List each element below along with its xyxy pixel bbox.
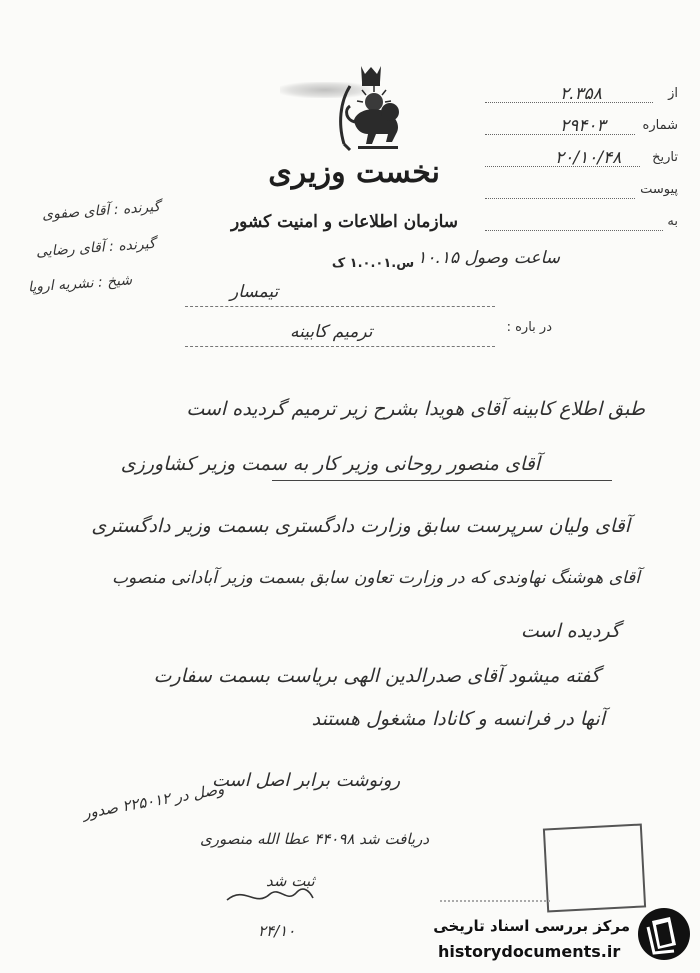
to-dotted-line xyxy=(485,230,663,231)
body-line-5: گردیده است xyxy=(520,620,620,642)
to-label: به xyxy=(667,214,678,229)
number-label: شماره xyxy=(642,118,678,133)
from-value: ۲.۳۵۸ xyxy=(560,84,602,104)
left-note-line-3: شیخ : نشریه اروپا xyxy=(27,272,133,296)
signature-line-1: دریافت شد ۴۴۰۹۸ عطا الله منصوری xyxy=(200,830,430,848)
recipient-line: تیمسار xyxy=(230,282,279,302)
body-line-2-underline xyxy=(272,480,612,481)
receipt-note: ساعت وصول ۱۰.۱۵ xyxy=(417,248,560,268)
faint-stamp-mark xyxy=(440,888,550,902)
date-note: ۲۴/۱۰ xyxy=(258,922,296,940)
body-line-4: آقای هوشنگ نهاوندی که در وزارت تعاون سابق بسمت وزیر آبادانی منصوب xyxy=(111,568,640,588)
left-note-line-2: گیرنده : آقای رضایی xyxy=(35,235,156,261)
attachment-label: پیوست xyxy=(640,182,678,197)
body-line-2: آقای منصور روحانی وزیر کار به سمت وزیر کشاورزی xyxy=(120,453,540,475)
from-label: از xyxy=(668,86,678,101)
subject-label: در باره : xyxy=(506,320,552,335)
watermark-url: historydocuments.ir xyxy=(438,942,621,961)
copy-note: رونوشت برابر اصل است xyxy=(212,770,401,791)
left-note-line-1: گیرنده : آقای صفوی xyxy=(41,198,161,224)
received-stamp xyxy=(543,823,646,912)
subject-dashed-line xyxy=(185,346,495,347)
recipient-dashed-line xyxy=(185,306,495,307)
subject-value: ترمیم کابینه xyxy=(290,322,373,342)
signature-scribble xyxy=(225,880,315,910)
body-line-3: آقای ولیان سرپرست سابق وزارت دادگستری بسمت وزیر دادگستری xyxy=(91,515,630,537)
date-label: تاریخ xyxy=(652,150,678,165)
signature-line-2: ثبت شد xyxy=(266,872,315,890)
body-line-7: آنها در فرانسه و کانادا مشغول هستند xyxy=(311,708,605,730)
body-line-6: گفته میشود آقای صدرالدین الهی بریاست بسمت سفارت xyxy=(153,665,600,687)
body-line-1: طبق اطلاع کابینه آقای هویدا بشرح زیر ترمیم گردیده است xyxy=(186,398,645,420)
lion-and-sun-emblem-icon xyxy=(328,62,414,154)
reference-note: وصل در ۲۲۵۰۱۲ صدور xyxy=(81,779,226,823)
number-value: ۲۹۴۰۳ xyxy=(560,116,606,136)
letterhead-subtitle: سازمان اطلاعات و امنیت کشور xyxy=(230,212,458,232)
letterhead-title: نخست وزیری xyxy=(268,155,440,190)
attachment-dotted-line xyxy=(485,198,635,199)
letterhead-code: س.۱.۰.۰۱ ک xyxy=(331,256,415,271)
date-value: ۲۰/۱۰/۴۸ xyxy=(555,148,622,168)
watermark-title: مرکز بررسی اسناد تاریخی xyxy=(433,917,630,935)
archive-logo-icon xyxy=(636,905,692,963)
